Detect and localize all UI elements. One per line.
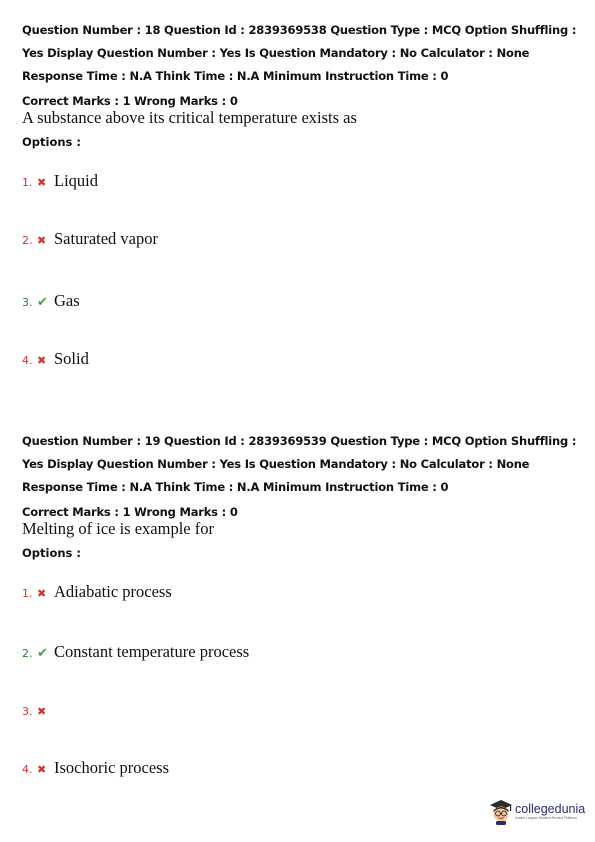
cross-mark-icon: ✖ — [37, 705, 47, 718]
question-19 — [22, 430, 578, 560]
cross-mark-icon: ✖ — [37, 763, 47, 776]
question-18 — [22, 19, 578, 149]
options-label: Options : — [22, 546, 81, 560]
cross-mark-icon: ✖ — [37, 234, 47, 247]
option-text: Liquid — [54, 171, 98, 190]
option-item — [22, 349, 89, 369]
option-text: Solid — [54, 349, 89, 368]
option-item — [22, 758, 169, 778]
option-item — [22, 705, 54, 718]
option-number: 1. — [22, 176, 33, 189]
question-meta: Question Number : 19 Question Id : 2839369539 Question Type : MCQ Option Shuffling : Yes Display Question Number : Yes Is Question Mandatory : No Calculator : None Response Time : N.A Think Time : N.A Minimum Instruction Time : 0 — [22, 434, 577, 494]
option-number: 2. — [22, 647, 33, 660]
question-marks: Correct Marks : 1 Wrong Marks : 0 — [22, 94, 238, 108]
check-mark-icon: ✔ — [37, 646, 48, 661]
option-item — [22, 171, 98, 191]
options-label: Options : — [22, 135, 81, 149]
logo-wordmark: collegedunia — [515, 802, 586, 816]
option-number: 4. — [22, 763, 33, 776]
option-number: 1. — [22, 587, 33, 600]
cross-mark-icon: ✖ — [37, 176, 47, 189]
collegedunia-logo — [489, 799, 585, 825]
graduate-mascot-icon — [489, 799, 513, 825]
option-number: 4. — [22, 354, 33, 367]
option-text: Adiabatic process — [54, 582, 172, 601]
option-item — [22, 291, 80, 311]
option-item — [22, 582, 172, 602]
option-text: Constant temperature process — [54, 642, 250, 661]
cross-mark-icon: ✖ — [37, 354, 47, 367]
question-marks: Correct Marks : 1 Wrong Marks : 0 — [22, 505, 238, 519]
option-text: Gas — [54, 291, 80, 310]
option-item — [22, 642, 249, 662]
option-number: 3. — [22, 705, 33, 718]
option-item — [22, 229, 158, 249]
option-text: Saturated vapor — [54, 229, 159, 248]
option-number: 3. — [22, 296, 33, 309]
question-meta: Question Number : 18 Question Id : 2839369538 Question Type : MCQ Option Shuffling : Yes Display Question Number : Yes Is Question Mandatory : No Calculator : None Response Time : N.A Think Time : N.A Minimum Instruction Time : 0 — [22, 23, 577, 83]
logo-tagline: India's Largest Student Review Platform — [515, 816, 578, 820]
option-number: 2. — [22, 234, 33, 247]
option-text: Isochoric process — [54, 758, 170, 777]
cross-mark-icon: ✖ — [37, 587, 47, 600]
check-mark-icon: ✔ — [37, 295, 48, 310]
question-text: A substance above its critical temperature exists as — [22, 108, 357, 127]
question-text: Melting of ice is example for — [22, 519, 214, 538]
